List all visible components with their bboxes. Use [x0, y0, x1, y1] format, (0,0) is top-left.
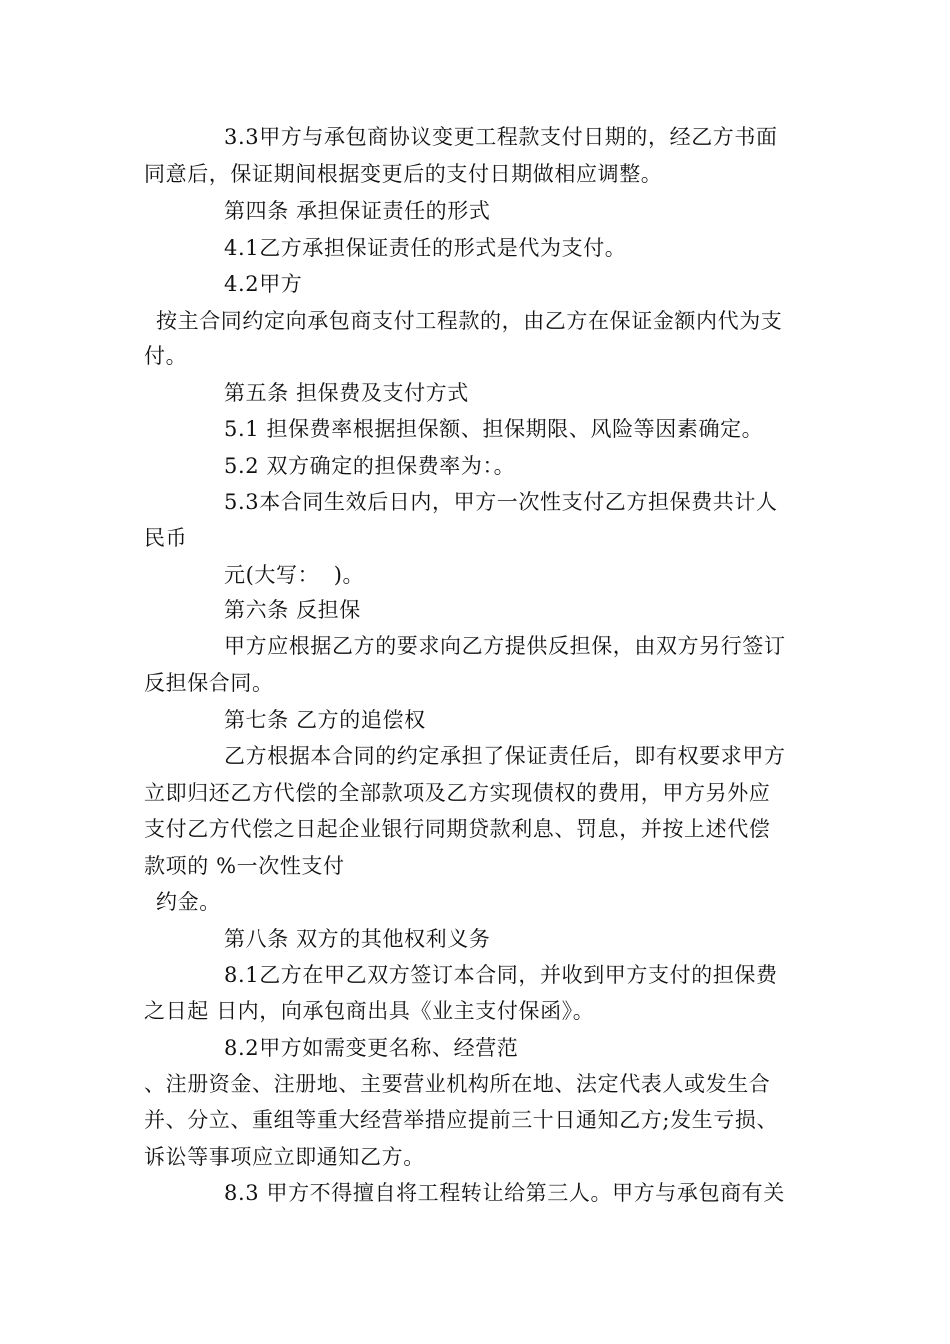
text-line: 4.1乙方承担保证责任的形式是代为支付。 [224, 236, 627, 260]
text-line: 付。 [144, 344, 188, 368]
text-line: 款项的 %一次性支付 [144, 854, 345, 878]
text-line: 5.3本合同生效后日内，甲方一次性支付乙方担保费共计人 [224, 490, 778, 514]
text-line: 甲方应根据乙方的要求向乙方提供反担保，由双方另行签订 [224, 634, 786, 658]
text-line: 5.2 双方确定的担保费率为：。 [224, 454, 516, 478]
section-heading: 第八条 双方的其他权利义务 [224, 927, 491, 951]
text-line: 并、分立、重组等重大经营举措应提前三十日通知乙方;发生亏损、 [144, 1108, 779, 1132]
text-line: 8.3 甲方不得擅自将工程转让给第三人。甲方与承包商有关 [224, 1181, 785, 1205]
section-heading: 第四条 承担保证责任的形式 [224, 199, 491, 223]
section-heading: 第六条 反担保 [224, 598, 361, 622]
text-line: 支付乙方代偿之日起企业银行同期贷款利息、罚息，并按上述代偿 [144, 817, 771, 841]
section-heading: 第七条 乙方的追偿权 [224, 708, 426, 732]
text-line: 之日起 日内，向承包商出具《业主支付保函》。 [144, 999, 595, 1023]
text-line: 3.3甲方与承包商协议变更工程款支付日期的，经乙方书面 [224, 125, 778, 149]
text-line: 8.1乙方在甲乙双方签订本合同，并收到甲方支付的担保费 [224, 963, 778, 987]
text-line: 立即归还乙方代偿的全部款项及乙方实现债权的费用，甲方另外应 [144, 781, 771, 805]
text-line: 乙方根据本合同的约定承担了保证责任后，即有权要求甲方 [224, 744, 786, 768]
text-line: 4.2甲方 [224, 272, 303, 296]
text-line: 约金。 [156, 890, 221, 914]
text-line: 民币 [144, 526, 188, 550]
text-line: 同意后，保证期间根据变更后的支付日期做相应调整。 [144, 162, 663, 186]
text-line: 诉讼等事项应立即通知乙方。 [144, 1145, 425, 1169]
section-heading: 第五条 担保费及支付方式 [224, 381, 469, 405]
text-line: 8.2甲方如需变更名称、经营范 [224, 1036, 519, 1060]
text-line: 、注册资金、注册地、主要营业机构所在地、法定代表人或发生合 [144, 1072, 771, 1096]
text-line: 5.1 担保费率根据担保额、担保期限、风险等因素确定。 [224, 417, 764, 441]
text-line: 按主合同约定向承包商支付工程款的，由乙方在保证金额内代为支 [156, 309, 783, 333]
text-line: 反担保合同。 [144, 671, 274, 695]
text-line: 元(大写： )。 [224, 563, 365, 587]
